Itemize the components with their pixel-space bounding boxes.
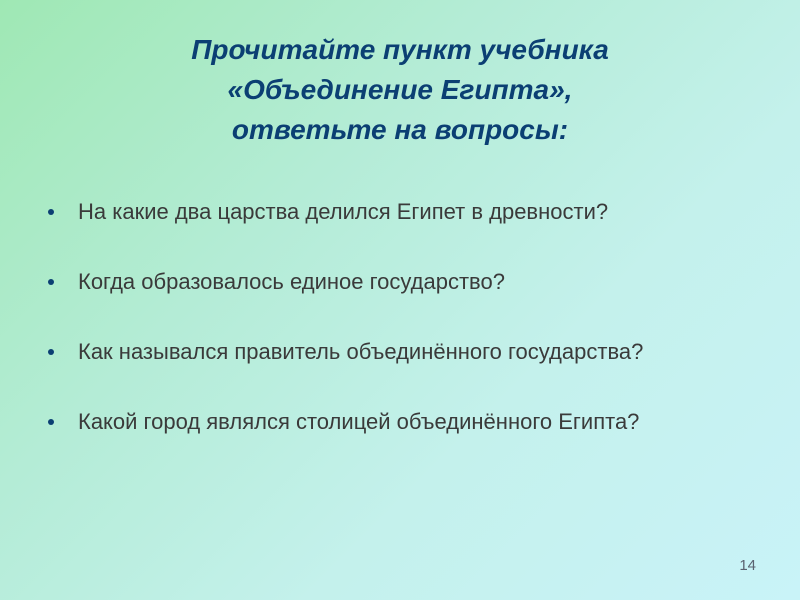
question-item (44, 338, 744, 366)
question-text: Когда образовалось единое государство? (78, 269, 505, 294)
title-line-3: ответьте на вопросы: (231, 114, 569, 145)
bullet-icon (48, 279, 54, 285)
title-line-2: «Объединение Египта», (227, 74, 573, 105)
question-text: На какие два царства делился Египет в древности? (78, 199, 609, 224)
question-list (44, 198, 744, 436)
bullet-icon (48, 349, 54, 355)
question-text: Какой город являлся столицей объединённого Египта? (78, 409, 640, 434)
slide-title (100, 30, 700, 150)
bullet-icon (48, 209, 54, 215)
page-number: 14 (739, 557, 756, 574)
question-text: Как назывался правитель объединённого государства? (78, 339, 644, 364)
title-line-1: Прочитайте пункт учебника (191, 34, 609, 65)
question-item (44, 198, 744, 226)
bullet-icon (48, 419, 54, 425)
question-item (44, 268, 744, 296)
question-item (44, 408, 744, 436)
